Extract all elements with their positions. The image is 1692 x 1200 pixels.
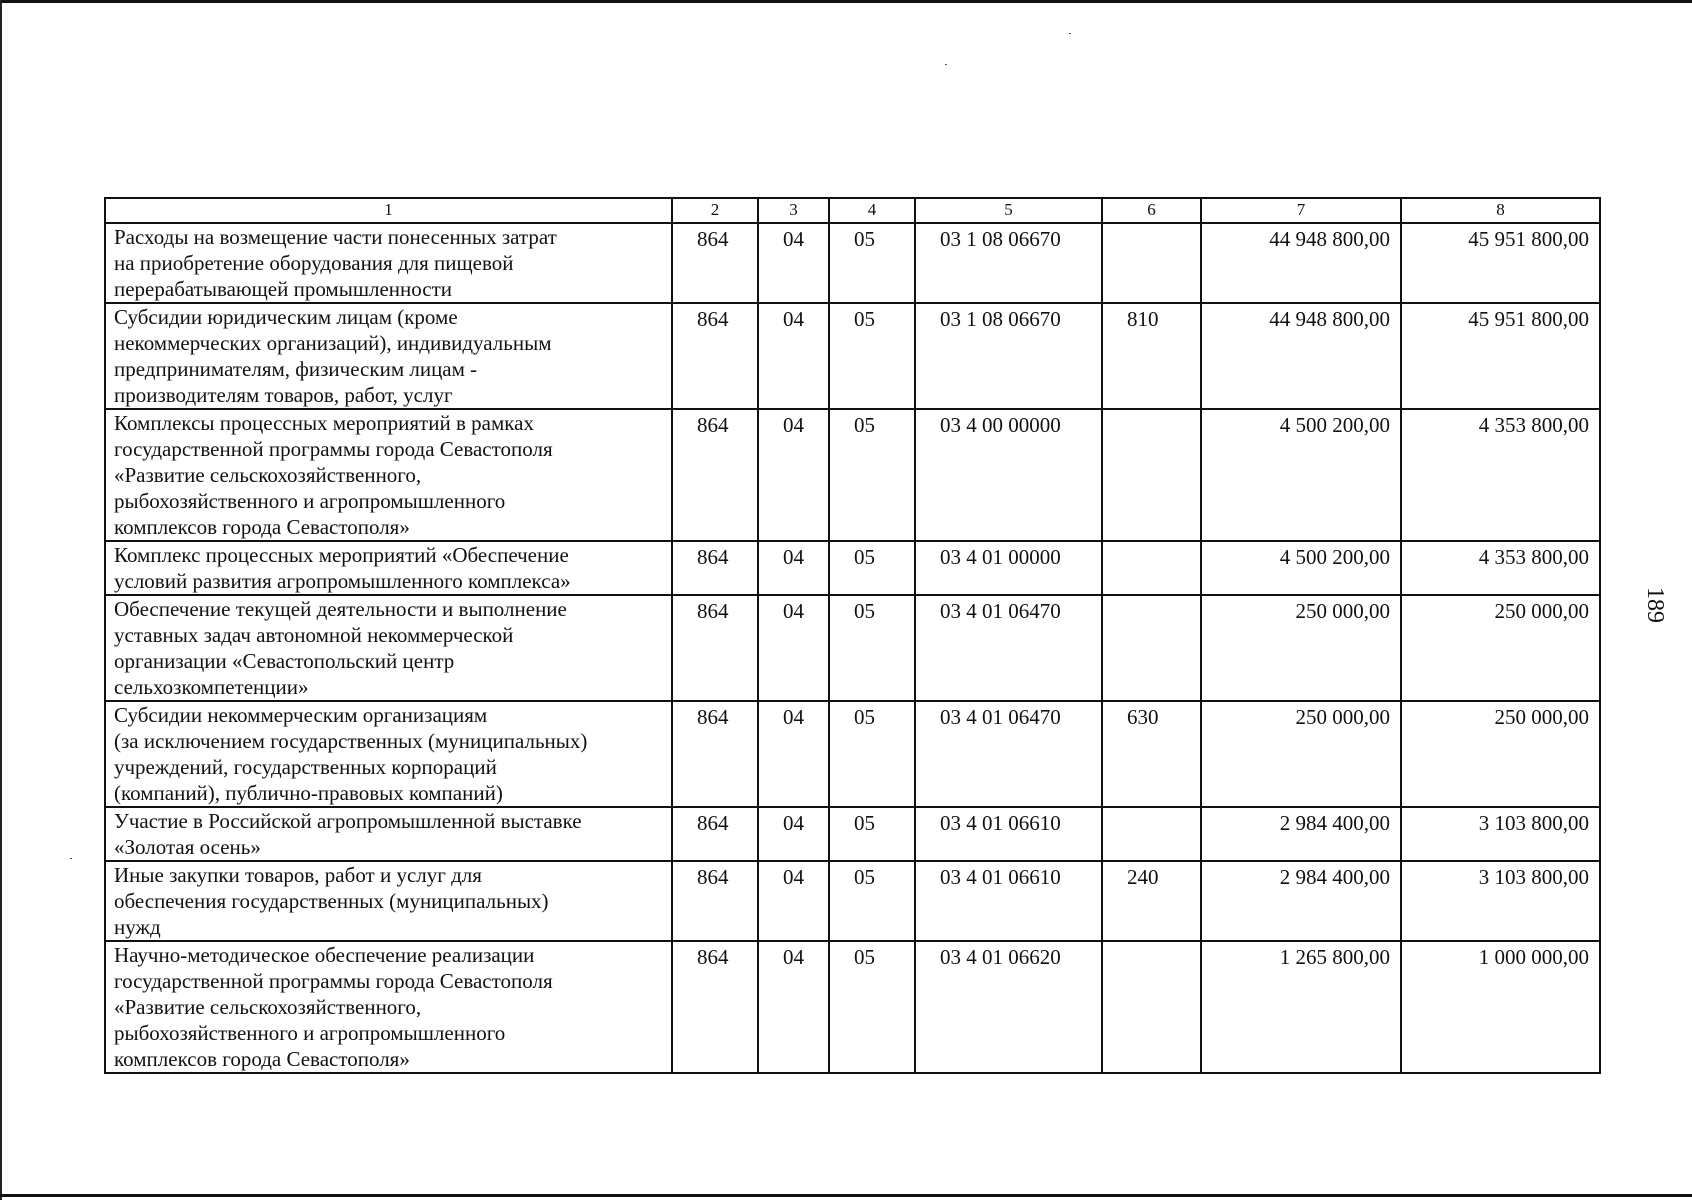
subsection-code-cell: 05 bbox=[829, 541, 915, 595]
subsection-code-cell: 05 bbox=[829, 701, 915, 807]
expense-name-line: учреждений, государственных корпораций bbox=[114, 755, 497, 779]
expense-name-line: Научно-методическое обеспечение реализации bbox=[114, 943, 535, 967]
subsection-code-cell: 05 bbox=[829, 303, 915, 409]
section-code-cell: 04 bbox=[758, 595, 829, 701]
column-number: 3 bbox=[758, 198, 829, 223]
ministry-code-cell: 864 bbox=[672, 701, 758, 807]
expense-name-line: рыбохозяйственного и агропромышленного bbox=[114, 489, 506, 513]
expense-name-line: организации «Севастопольский центр bbox=[114, 649, 455, 673]
amount-col7-cell: 44 948 800,00 bbox=[1201, 223, 1401, 303]
column-number-row bbox=[105, 198, 1600, 223]
expense-name-line: предпринимателям, физическим лицам - bbox=[114, 357, 478, 381]
subsection-code-cell: 05 bbox=[829, 595, 915, 701]
column-number: 7 bbox=[1201, 198, 1401, 223]
expense-name-line: Расходы на возмещение части понесенных затрат bbox=[114, 225, 557, 249]
expense-type-cell: 810 bbox=[1102, 303, 1201, 409]
section-code-cell: 04 bbox=[758, 807, 829, 861]
expense-name-line: Участие в Российской агропромышленной выставке bbox=[114, 809, 582, 833]
expense-name-cell bbox=[105, 409, 672, 541]
amount-col7-cell: 4 500 200,00 bbox=[1201, 409, 1401, 541]
expense-name-line: государственной программы города Севастополя bbox=[114, 437, 553, 461]
ministry-code-cell: 864 bbox=[672, 941, 758, 1073]
expense-type-cell bbox=[1102, 595, 1201, 701]
subsection-code-cell: 05 bbox=[829, 223, 915, 303]
subsection-code-cell: 05 bbox=[829, 409, 915, 541]
amount-col7-cell: 2 984 400,00 bbox=[1201, 807, 1401, 861]
expense-type-cell bbox=[1102, 541, 1201, 595]
section-code-cell: 04 bbox=[758, 409, 829, 541]
amount-col7-cell: 250 000,00 bbox=[1201, 595, 1401, 701]
expense-name-cell bbox=[105, 541, 672, 595]
expense-type-cell bbox=[1102, 807, 1201, 861]
section-code-cell: 04 bbox=[758, 861, 829, 941]
amount-col7-cell: 4 500 200,00 bbox=[1201, 541, 1401, 595]
expense-name-line: производителям товаров, работ, услуг bbox=[114, 383, 453, 407]
table-row bbox=[105, 941, 1600, 1073]
column-number: 8 bbox=[1401, 198, 1600, 223]
expense-name-cell bbox=[105, 595, 672, 701]
expense-name-line: «Золотая осень» bbox=[114, 835, 261, 859]
page-number: 189 bbox=[1642, 587, 1668, 623]
expense-name-line: комплексов города Севастополя» bbox=[114, 1047, 410, 1071]
ministry-code-cell: 864 bbox=[672, 541, 758, 595]
expense-name-line: Иные закупки товаров, работ и услуг для bbox=[114, 863, 482, 887]
table-row bbox=[105, 303, 1600, 409]
ministry-code-cell: 864 bbox=[672, 303, 758, 409]
scan-border-left bbox=[0, 0, 2, 1200]
scan-speck bbox=[70, 858, 72, 859]
expense-name-line: обеспечения государственных (муниципальных) bbox=[114, 889, 549, 913]
subsection-code-cell: 05 bbox=[829, 807, 915, 861]
expense-name-cell bbox=[105, 861, 672, 941]
amount-col8-cell: 3 103 800,00 bbox=[1401, 807, 1600, 861]
expense-name-line: Субсидии юридическим лицам (кроме bbox=[114, 305, 458, 329]
scan-speck bbox=[1069, 33, 1071, 34]
expense-name-line: нужд bbox=[114, 915, 161, 939]
section-code-cell: 04 bbox=[758, 303, 829, 409]
expense-name-line: сельхозкомпетенции» bbox=[114, 675, 309, 699]
expense-name-line: на приобретение оборудования для пищевой bbox=[114, 251, 514, 275]
expense-name-cell bbox=[105, 701, 672, 807]
expense-name-line: некоммерческих организаций), индивидуальным bbox=[114, 331, 552, 355]
expense-name-line: «Развитие сельскохозяйственного, bbox=[114, 995, 422, 1019]
amount-col7-cell: 44 948 800,00 bbox=[1201, 303, 1401, 409]
table-row bbox=[105, 541, 1600, 595]
expense-type-cell bbox=[1102, 409, 1201, 541]
amount-col7-cell: 250 000,00 bbox=[1201, 701, 1401, 807]
column-number: 5 bbox=[915, 198, 1102, 223]
expense-type-cell: 240 bbox=[1102, 861, 1201, 941]
ministry-code-cell: 864 bbox=[672, 807, 758, 861]
expense-name-line: (за исключением государственных (муниципальных) bbox=[114, 729, 588, 753]
target-article-cell: 03 4 00 00000 bbox=[915, 409, 1102, 541]
table-row bbox=[105, 223, 1600, 303]
expense-name-line: Обеспечение текущей деятельности и выполнение bbox=[114, 597, 567, 621]
amount-col8-cell: 1 000 000,00 bbox=[1401, 941, 1600, 1073]
expense-name-line: рыбохозяйственного и агропромышленного bbox=[114, 1021, 506, 1045]
table-row bbox=[105, 595, 1600, 701]
target-article-cell: 03 4 01 00000 bbox=[915, 541, 1102, 595]
amount-col8-cell: 3 103 800,00 bbox=[1401, 861, 1600, 941]
amount-col7-cell: 2 984 400,00 bbox=[1201, 861, 1401, 941]
target-article-cell: 03 4 01 06620 bbox=[915, 941, 1102, 1073]
expense-type-cell bbox=[1102, 223, 1201, 303]
expense-name-cell bbox=[105, 807, 672, 861]
target-article-cell: 03 1 08 06670 bbox=[915, 223, 1102, 303]
expense-name-cell bbox=[105, 303, 672, 409]
amount-col8-cell: 250 000,00 bbox=[1401, 701, 1600, 807]
column-number: 2 bbox=[672, 198, 758, 223]
ministry-code-cell: 864 bbox=[672, 223, 758, 303]
subsection-code-cell: 05 bbox=[829, 941, 915, 1073]
column-number: 1 bbox=[105, 198, 672, 223]
target-article-cell: 03 4 01 06470 bbox=[915, 595, 1102, 701]
table-row bbox=[105, 701, 1600, 807]
expense-name-line: государственной программы города Севастополя bbox=[114, 969, 553, 993]
amount-col8-cell: 4 353 800,00 bbox=[1401, 541, 1600, 595]
budget-table bbox=[104, 197, 1601, 1074]
amount-col7-cell: 1 265 800,00 bbox=[1201, 941, 1401, 1073]
target-article-cell: 03 1 08 06670 bbox=[915, 303, 1102, 409]
expense-name-line: уставных задач автономной некоммерческой bbox=[114, 623, 514, 647]
scan-border-bottom bbox=[0, 1194, 1692, 1197]
ministry-code-cell: 864 bbox=[672, 409, 758, 541]
amount-col8-cell: 250 000,00 bbox=[1401, 595, 1600, 701]
target-article-cell: 03 4 01 06470 bbox=[915, 701, 1102, 807]
section-code-cell: 04 bbox=[758, 541, 829, 595]
amount-col8-cell: 45 951 800,00 bbox=[1401, 223, 1600, 303]
expense-name-line: комплексов города Севастополя» bbox=[114, 515, 410, 539]
ministry-code-cell: 864 bbox=[672, 861, 758, 941]
expense-name-cell bbox=[105, 223, 672, 303]
section-code-cell: 04 bbox=[758, 701, 829, 807]
scan-border-top bbox=[0, 0, 1692, 3]
scan-speck bbox=[945, 64, 947, 65]
column-number: 4 bbox=[829, 198, 915, 223]
expense-type-cell: 630 bbox=[1102, 701, 1201, 807]
amount-col8-cell: 45 951 800,00 bbox=[1401, 303, 1600, 409]
expense-type-cell bbox=[1102, 941, 1201, 1073]
table-row bbox=[105, 409, 1600, 541]
table-row bbox=[105, 807, 1600, 861]
ministry-code-cell: 864 bbox=[672, 595, 758, 701]
expense-name-cell bbox=[105, 941, 672, 1073]
expense-name-line: (компаний), публично-правовых компаний) bbox=[114, 781, 503, 805]
section-code-cell: 04 bbox=[758, 223, 829, 303]
expense-name-line: условий развития агропромышленного комплекса» bbox=[114, 569, 571, 593]
expense-name-line: перерабатывающей промышленности bbox=[114, 277, 453, 301]
expense-name-line: Комплекс процессных мероприятий «Обеспечение bbox=[114, 543, 569, 567]
target-article-cell: 03 4 01 06610 bbox=[915, 807, 1102, 861]
amount-col8-cell: 4 353 800,00 bbox=[1401, 409, 1600, 541]
expense-name-line: Комплексы процессных мероприятий в рамках bbox=[114, 411, 534, 435]
expense-name-line: Субсидии некоммерческим организациям bbox=[114, 703, 488, 727]
table-row bbox=[105, 861, 1600, 941]
expense-name-line: «Развитие сельскохозяйственного, bbox=[114, 463, 422, 487]
section-code-cell: 04 bbox=[758, 941, 829, 1073]
target-article-cell: 03 4 01 06610 bbox=[915, 861, 1102, 941]
column-number: 6 bbox=[1102, 198, 1201, 223]
subsection-code-cell: 05 bbox=[829, 861, 915, 941]
